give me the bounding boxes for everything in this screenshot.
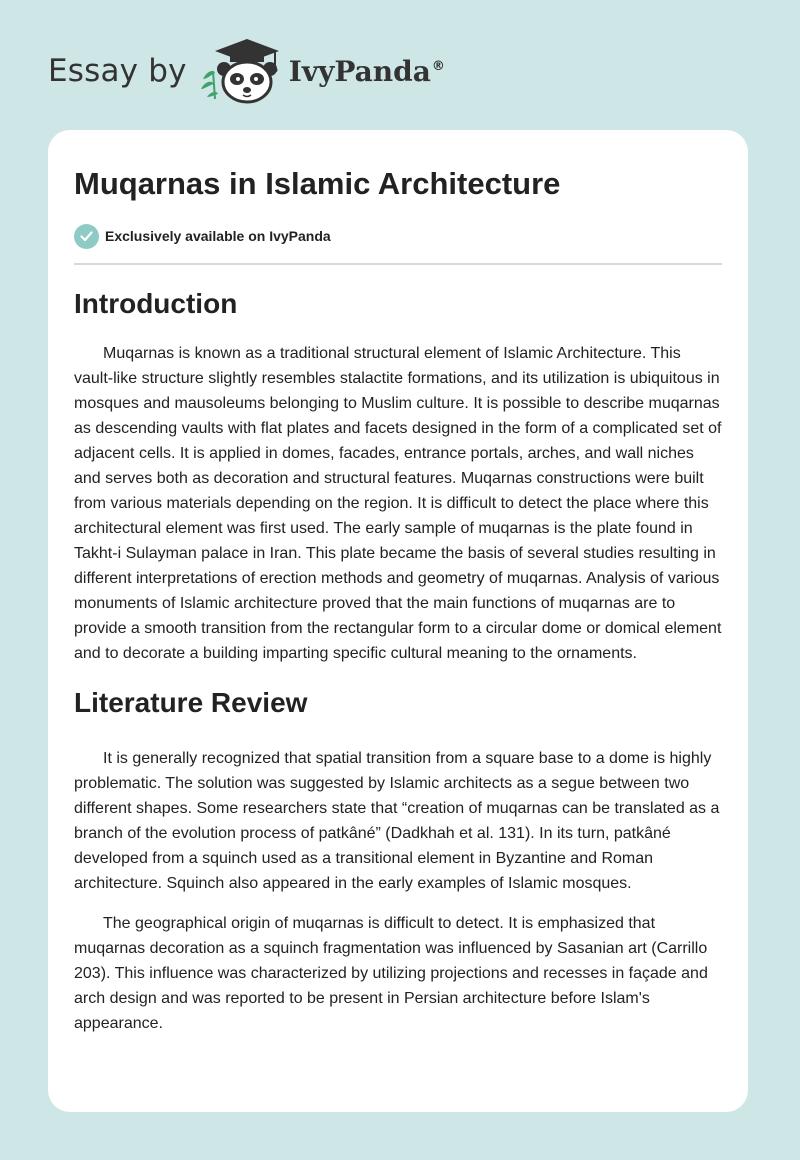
article-title: Muqarnas in Islamic Architecture [74,166,561,201]
registered-mark: ® [431,59,445,75]
brand-name: IvyPanda® [288,54,445,88]
paragraph: Muqarnas is known as a traditional structural element of Islamic Architecture. This vault-like structure slightly resembles stalactite formations, and its utilization is ubiquitous in mosques and mausoleums belonging to Muslim culture. It is possible to describe muqarnas as descending vaults with flat plates and facets designed in the form of a complicated set of adjacent cells. It is applied in domes, facades, entrance portals, arches, and wall niches and serves both as decoration and structural features. Muqarnas constructions were built from various materials depending on the region. It is difficult to detect the place where this architectural element was first used. The early sample of muqarnas is the plate found in Takht-i Sulayman palace in Iran. This plate became the basis of several studies resulting in different interpretations of erection methods and geometry of muqarnas. Analysis of various monuments of Islamic architecture proved that the main functions of muqarnas are to provide a smooth transition from the rectangular form to a circular dome or domical element and to decorate a building imparting specific cultural meaning to the ornaments. [74,345,722,662]
exclusive-badge [74,223,722,249]
brand-prefix: Essay by [48,53,187,89]
panda-graduation-cap-icon [199,35,287,107]
check-icon [74,224,99,249]
section-heading-introduction: Introduction [74,288,238,319]
exclusive-text: Exclusively available on IvyPanda [105,228,331,244]
article-card [48,130,748,1112]
paragraph: The geographical origin of muqarnas is difficult to detect. It is emphasized that muqarnas decoration as a squinch fragmentation was influenced by Sasanian art (Carrillo 203). This influence was characterized by utilizing projections and recesses in façade and arch design and was reported to be present in Persian architecture before Islam's appearance. [74,915,708,1032]
brand-header [48,36,445,106]
divider [74,263,722,265]
section-heading-literature-review: Literature Review [74,687,308,718]
paragraph: It is generally recognized that spatial transition from a square base to a dome is highly problematic. The solution was suggested by Islamic architects as a segue between two different shapes. Some researchers state that “creation of muqarnas can be translated as a branch of the evolution process of patkâné” (Dadkhah et al. 131). In its turn, patkâné developed from a squinch used as a transitional element in Byzantine and Roman architecture. Squinch also appeared in the early examples of Islamic mosques. [74,750,720,892]
